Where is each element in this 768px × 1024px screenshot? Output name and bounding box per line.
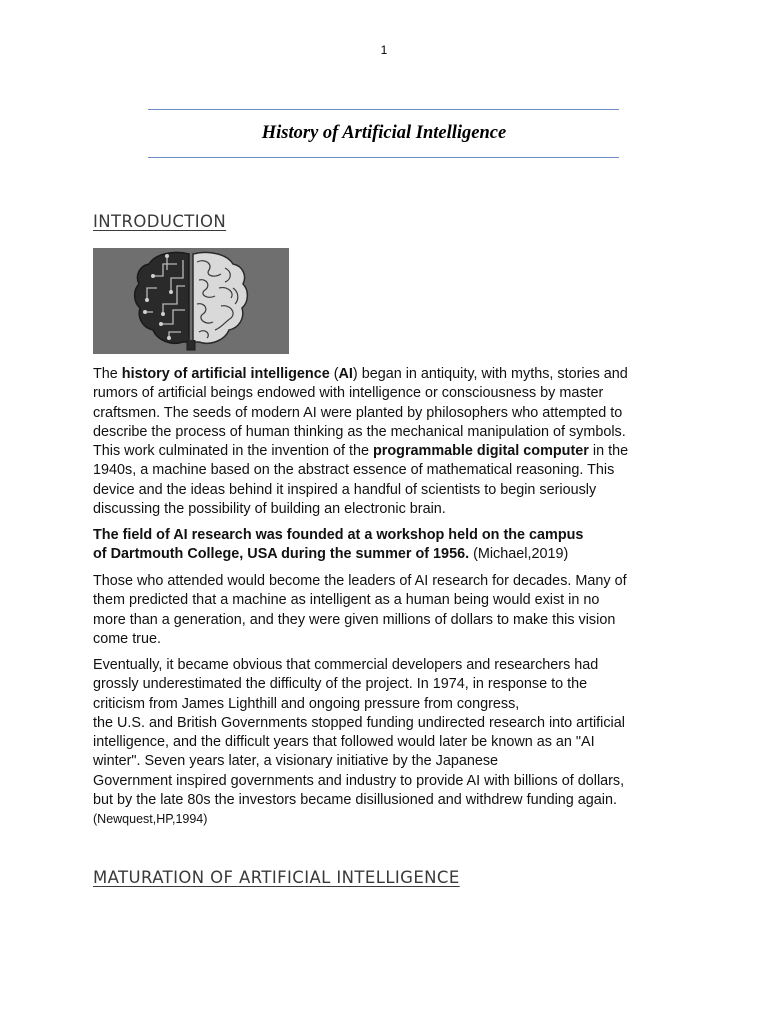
text-run: This work culminated in the invention of the [93,443,373,460]
text-line: but by the late 80s the investors became disillusioned and withdrew funding again. [93,792,617,809]
text-line: winter". Seven years later, a visionary initiative by the Japanese [93,753,499,770]
text-line: 1940s, a machine based on the abstract essence of mathematical reasoning. This [93,462,615,479]
text-line: Those who attended would become the leaders of AI research for decades. Many of [93,573,627,589]
text-line: intelligence, and the difficult years that followed would later be known as an "AI [93,734,595,751]
bold-term: programmable digital computer [372,443,589,460]
text-line [93,526,678,545]
text-line: more than a generation, and they were given millions of dollars to make this vision [93,611,616,628]
text-line: discussing the possibility of building an electronic brain. [93,501,446,518]
bold-sentence: The field of AI research was founded at a workshop held on the campus [93,527,584,543]
text-line [93,365,678,384]
citation: (Michael,2019) [469,546,569,563]
introduction-heading: INTRODUCTION [93,212,227,231]
bold-sentence: of Dartmouth College, USA during the summer of 1956. [93,546,470,563]
text-run: in the [588,443,629,460]
text-line [93,545,678,564]
title-rule-top [148,109,619,110]
intro-paragraph-4 [93,656,678,830]
brain-circuit-figure [93,248,289,354]
text-line: rumors of artificial beings endowed with intelligence or consciousness by master [93,385,604,402]
intro-paragraph-2 [93,526,678,565]
title-rule-bottom [148,157,619,158]
bold-term: AI [338,366,353,382]
citation: (Newquest,HP,1994) [93,812,208,827]
text-line [93,442,678,461]
maturation-heading: MATURATION OF ARTIFICIAL INTELLIGENCE [93,868,460,887]
page-number: 1 [380,43,388,57]
intro-paragraph-1 [93,365,678,519]
text-line: describe the process of human thinking as the mechanical manipulation of symbols. [93,423,626,440]
text-line: craftsmen. The seeds of modern AI were planted by philosophers who attempted to [93,404,623,421]
text-line: Government inspired governments and industry to provide AI with billions of dollars, [93,772,625,789]
text-line: device and the ideas behind it inspired a handful of scientists to begin seriously [93,481,597,498]
text-line: come true. [93,630,161,647]
text-line: criticism from James Lighthill and ongoing pressure from congress, [93,695,520,712]
text-line: the U.S. and British Governments stopped funding undirected research into artificial [93,714,625,731]
document-title: History of Artificial Intelligence [261,123,507,143]
intro-paragraph-3 [93,572,678,649]
text-run: The [93,366,122,382]
text-run: ( [329,366,339,382]
text-line: them predicted that a machine as intelligent as a human being would exist in no [93,592,600,609]
text-line: Eventually, it became obvious that commercial developers and researchers had [93,657,599,673]
text-line: grossly underestimated the difficulty of the project. In 1974, in response to the [93,676,588,693]
text-run: ) began in antiquity, with myths, stories and [352,366,628,382]
bold-term: history of artificial intelligence [121,366,330,382]
brain-circuit-icon [93,248,289,354]
